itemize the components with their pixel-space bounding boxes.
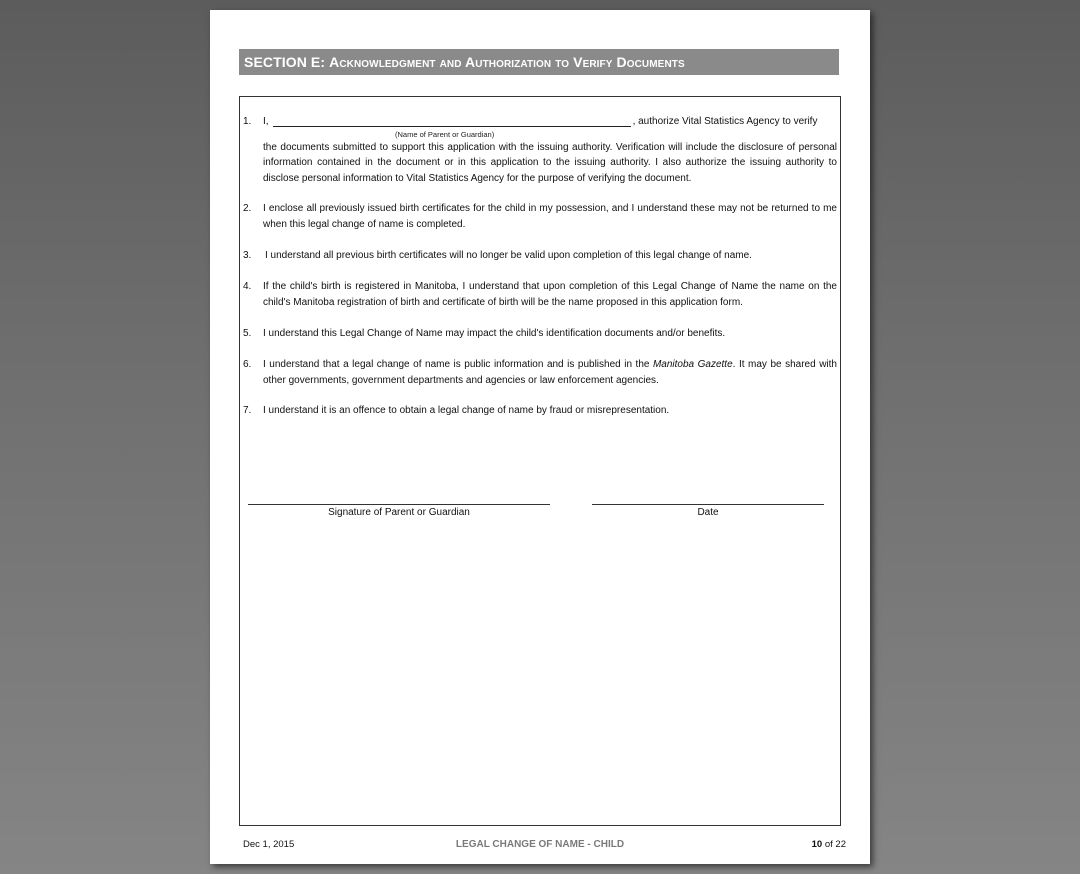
item-text: I enclose all previously issued birth certificates for the child in my possession, and I understand these may not be returned to me when this legal change of name is completed. [263, 203, 837, 230]
item-text: the documents submitted to support this application with the issuing authority. Verification will include the disclosure of personal information contained in the document or in this application to the issuing authority. I also authorize the issuing authority to disclose personal information to Vital Statistics Agency for the purpose of verifying the document. [263, 141, 837, 184]
date-field[interactable] [592, 504, 824, 518]
item-number: 6. [243, 359, 252, 370]
item-number: 7. [243, 405, 252, 416]
signature-label: Signature of Parent or Guardian [328, 507, 470, 518]
list-item-4 [243, 279, 837, 310]
footer-title: LEGAL CHANGE OF NAME - CHILD [455, 839, 625, 850]
item-number: 3. [243, 250, 252, 261]
list-item-5 [243, 326, 837, 342]
list-item-1 [243, 114, 837, 186]
document-page [210, 10, 870, 864]
parent-name-field[interactable] [273, 115, 631, 127]
item-number: 1. [243, 116, 252, 127]
list-item-2 [243, 201, 837, 232]
item-number: 2. [243, 203, 252, 214]
name-field-caption: (Name of Parent or Guardian) [395, 129, 495, 139]
section-header [239, 49, 839, 75]
date-label: Date [697, 507, 719, 518]
item-number: 5. [243, 328, 252, 339]
item-text: I understand all previous birth certificates will no longer be valid upon completion of this legal change of name. [265, 250, 752, 261]
item-text: I understand it is an offence to obtain a legal change of name by fraud or misrepresentation. [263, 405, 670, 416]
footer-date: Dec 1, 2015 [243, 839, 295, 850]
gazette-title: Manitoba Gazette [652, 359, 733, 370]
acknowledgment-box [239, 96, 841, 826]
list-item-3 [243, 248, 837, 264]
name-line-row [263, 114, 837, 130]
item-text: I understand this Legal Change of Name may impact the child's identification documents and/or benefits. [263, 328, 726, 339]
item-text: If the child's birth is registered in Manitoba, I understand that upon completion of this Legal Change of Name the name on the child's Manitoba registration of birth and certificate of birth will be the name proposed in this application form. [263, 281, 837, 308]
item-number: 4. [243, 281, 252, 292]
list-item-7 [243, 403, 837, 419]
item-after-line: , authorize Vital Statistics Agency to verify [632, 116, 818, 127]
page-number: 10 of 22 [811, 839, 846, 850]
section-title: Acknowledgment and Authorization to Verify Documents [329, 54, 685, 70]
signature-field[interactable] [248, 504, 550, 518]
section-prefix: SECTION E: [244, 54, 330, 70]
item-text: I understand that a legal change of name is public information and is published in the Manitoba Gazette. It may be shared with other governments, government departments and agencies or law enforcement agencies. [263, 359, 837, 386]
list-item-6 [243, 357, 837, 388]
item-lead: I, [263, 116, 269, 127]
